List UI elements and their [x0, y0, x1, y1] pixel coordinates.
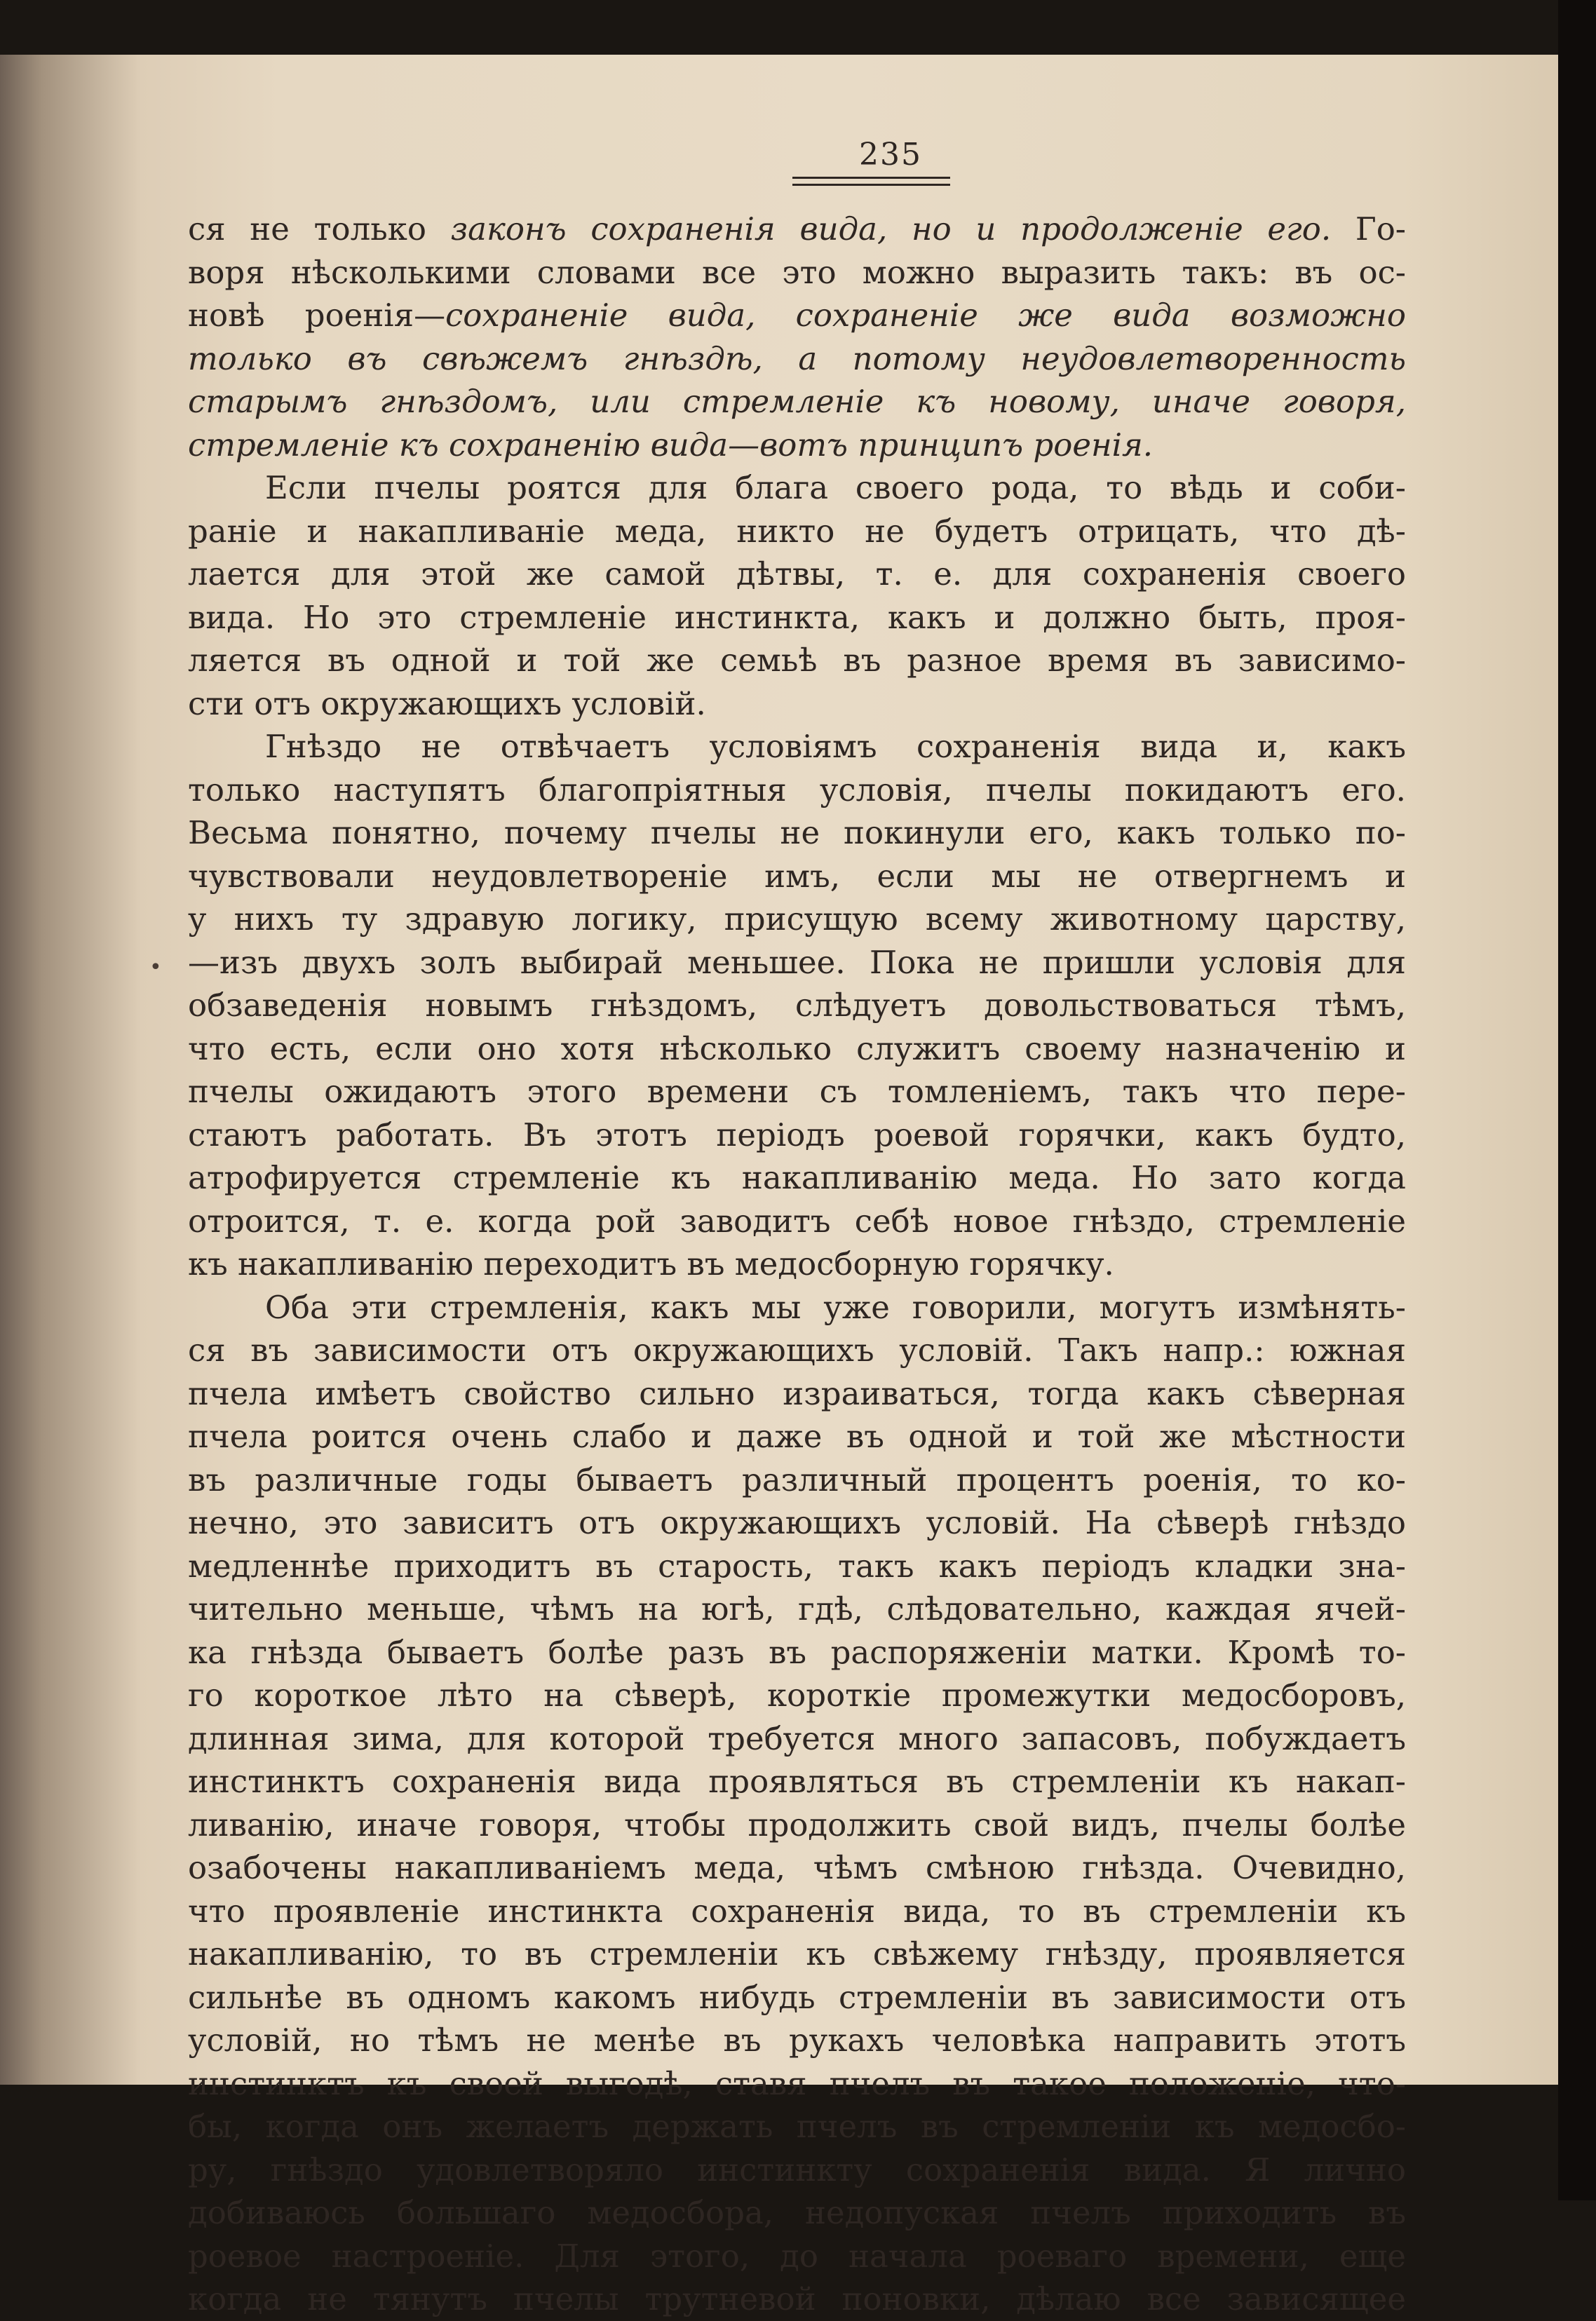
text-run: пчела роится очень слабо и даже въ одной и той же мѣстности: [188, 1418, 1406, 1455]
text-line: [188, 769, 1406, 812]
margin-mark: •: [149, 955, 162, 980]
text-line: [188, 811, 1406, 855]
text-line: [188, 2019, 1406, 2062]
text-line: [188, 251, 1406, 295]
text-line: [188, 1156, 1406, 1200]
text-run: Оба эти стремленія, какъ мы уже говорили, могутъ измѣнять-: [265, 1288, 1406, 1326]
text-line: [188, 2062, 1406, 2106]
text-line: [188, 898, 1406, 941]
text-run: воря нѣсколькими словами все это можно выразить такъ: въ ос-: [188, 253, 1406, 291]
text-run: пчела имѣетъ свойство сильно израиваться, тогда какъ сѣверная: [188, 1374, 1406, 1412]
text-run: раніе и накапливаніе меда, никто не будетъ отрицать, что дѣ-: [188, 512, 1406, 550]
text-run: озабочены накапливаніемъ меда, чѣмъ смѣною гнѣзда. Очевидно,: [188, 1849, 1406, 1886]
text-run: Если пчелы роятся для блага своего рода, то вѣдь и соби-: [265, 469, 1406, 506]
text-line: [188, 725, 1406, 769]
text-line: [188, 553, 1406, 596]
text-run: къ накапливанію переходитъ въ медосборную горячку.: [188, 1245, 1114, 1283]
text-line: [188, 510, 1406, 553]
text-line: [188, 1717, 1406, 1761]
text-run: у нихъ ту здравую логику, присущую всему животному царству,: [188, 900, 1406, 938]
text-run: атрофируется стремленіе къ накапливанію меда. Но зато когда: [188, 1159, 1406, 1196]
text-run: ся въ зависимости отъ окружающихъ условій. Такъ напр.: южная: [188, 1332, 1406, 1369]
text-run: роевое настроеніе. Для этого, до начала роеваго времени, еще: [188, 2237, 1406, 2275]
text-line: [188, 2149, 1406, 2192]
text-run: въ различные годы бываетъ различный процентъ роенія, то ко-: [188, 1461, 1406, 1498]
text-line: [188, 855, 1406, 898]
header-rule-top: [792, 177, 950, 179]
text-run: чительно меньше, чѣмъ на югѣ, гдѣ, слѣдовательно, каждая ячей-: [188, 1590, 1406, 1628]
text-line: [188, 424, 1406, 467]
text-line: [188, 1459, 1406, 1502]
text-run: —изъ двухъ золъ выбирай меньшее. Пока не пришли условія для: [188, 943, 1406, 981]
text-run: ка гнѣзда бываетъ болѣе разъ въ распоряженіи матки. Кромѣ то-: [188, 1633, 1406, 1671]
italic-text: стремленіе къ сохраненію вида—вотъ принципъ роенія.: [188, 426, 1154, 463]
body-text: [188, 208, 1406, 2321]
italic-text: законъ сохраненія вида, но и продолженіе его.: [450, 210, 1332, 248]
text-line: [188, 1933, 1406, 1976]
text-line: [188, 984, 1406, 1027]
text-line: [188, 682, 1406, 726]
text-line: [188, 1114, 1406, 1157]
text-run: ливанію, иначе говоря, чтобы продолжить свой видъ, пчелы болѣе: [188, 1806, 1406, 1843]
text-run: чувствовали неудовлетвореніе имъ, если мы не отвергнемъ и: [188, 857, 1406, 895]
text-line: [188, 639, 1406, 682]
text-line: [188, 1804, 1406, 1847]
text-run: вида. Но это стремленіе инстинкта, какъ и должно быть, проя-: [188, 598, 1406, 636]
italic-text: старымъ гнѣздомъ, или стремленіе къ новому, иначе говоря,: [188, 383, 1406, 420]
text-run: инстинктъ сохраненія вида проявляться въ стремленіи къ накап-: [188, 1763, 1406, 1800]
text-line: [188, 1070, 1406, 1114]
text-line: [188, 1760, 1406, 1804]
header-rule-bottom: [792, 184, 950, 186]
text-run: условій, но тѣмъ не менѣе въ рукахъ человѣка направить этотъ: [188, 2022, 1406, 2059]
text-run: Гнѣздо не отвѣчаетъ условіямъ сохраненія вида и, какъ: [265, 728, 1406, 765]
text-run: медленнѣе приходитъ въ старость, такъ какъ періодъ кладки зна-: [188, 1547, 1406, 1585]
italic-text: только въ свѣжемъ гнѣздѣ, а потому неудовлетворенность: [188, 339, 1406, 377]
text-run: стаютъ работать. Въ этотъ періодъ роевой горячки, какъ будто,: [188, 1116, 1406, 1153]
text-run: инстинктъ къ своей выгодѣ, ставя пчелъ въ такое положеніе, что-: [188, 2064, 1406, 2102]
text-line: [188, 1674, 1406, 1717]
text-line: [188, 337, 1406, 381]
text-run: добиваюсь большаго медосбора, недопуская пчелъ приходить въ: [188, 2194, 1406, 2231]
text-run: ляется въ одной и той же семьѣ въ разное время въ зависимо-: [188, 642, 1406, 679]
text-run: нечно, это зависитъ отъ окружающихъ условій. На сѣверѣ гнѣздо: [188, 1504, 1406, 1541]
text-line: [188, 1243, 1406, 1286]
text-run: когда не тянутъ пчелы трутневой поновки, дѣлаю все зависящее: [188, 2280, 1406, 2317]
text-line: [188, 1415, 1406, 1459]
text-line: [188, 1545, 1406, 1588]
text-line: [188, 1588, 1406, 1631]
text-run: ся не только: [188, 210, 451, 248]
text-run: накапливанію, то въ стремленіи къ свѣжему гнѣзду, проявляется: [188, 1935, 1406, 1972]
text-line: [188, 2278, 1406, 2321]
text-run: лается для этой же самой дѣтвы, т. е. для сохраненія своего: [188, 555, 1406, 593]
text-line: [188, 208, 1406, 251]
text-line: [188, 380, 1406, 424]
text-run: обзаведенія новымъ гнѣздомъ, слѣдуетъ довольствоваться тѣмъ,: [188, 987, 1406, 1024]
text-line: [188, 1027, 1406, 1071]
text-run: бы, когда онъ желаетъ держать пчелъ въ стремленіи къ медосбо-: [188, 2108, 1406, 2145]
text-line: [188, 1890, 1406, 1933]
text-line: [188, 1631, 1406, 1674]
text-line: [188, 2105, 1406, 2149]
text-line: [188, 294, 1406, 337]
text-run: что проявленіе инстинкта сохраненія вида, то въ стремленіи къ: [188, 1892, 1406, 1930]
text-run: ру, гнѣздо удовлетворяло инстинкту сохраненія вида. Я лично: [188, 2151, 1406, 2188]
text-run: новѣ роенія—: [188, 297, 446, 334]
text-line: [188, 1286, 1406, 1329]
text-run: что есть, если оно хотя нѣсколько служитъ своему назначенію и: [188, 1029, 1406, 1067]
text-line: [188, 466, 1406, 510]
text-line: [188, 1501, 1406, 1545]
text-line: [188, 1846, 1406, 1890]
text-line: [188, 1976, 1406, 2019]
italic-text: сохраненіе вида, сохраненіе же вида возможно: [445, 297, 1406, 334]
text-line: [188, 1372, 1406, 1416]
text-run: длинная зима, для которой требуется много запасовъ, побуждаетъ: [188, 1719, 1406, 1757]
page-number: 235: [859, 137, 922, 172]
text-line: [188, 941, 1406, 984]
text-line: [188, 2235, 1406, 2278]
text-run: Го-: [1331, 210, 1406, 248]
text-run: Весьма понятно, почему пчелы не покинули его, какъ только по-: [188, 814, 1406, 851]
text-run: пчелы ожидаютъ этого времени съ томленіемъ, такъ что пере-: [188, 1073, 1406, 1110]
text-line: [188, 2191, 1406, 2235]
text-run: сти отъ окружающихъ условій.: [188, 684, 706, 722]
text-run: го короткое лѣто на сѣверѣ, короткіе промежутки медосборовъ,: [188, 1677, 1406, 1714]
text-run: только наступятъ благопріятныя условія, пчелы покидаютъ его.: [188, 771, 1406, 808]
scan-border: [1558, 0, 1596, 2200]
text-line: [188, 596, 1406, 640]
text-line: [188, 1200, 1406, 1243]
text-run: сильнѣе въ одномъ какомъ нибудь стремленіи въ зависимости отъ: [188, 1978, 1406, 2016]
text-line: [188, 1329, 1406, 1372]
text-run: отроится, т. е. когда рой заводитъ себѣ новое гнѣздо, стремленіе: [188, 1202, 1406, 1240]
